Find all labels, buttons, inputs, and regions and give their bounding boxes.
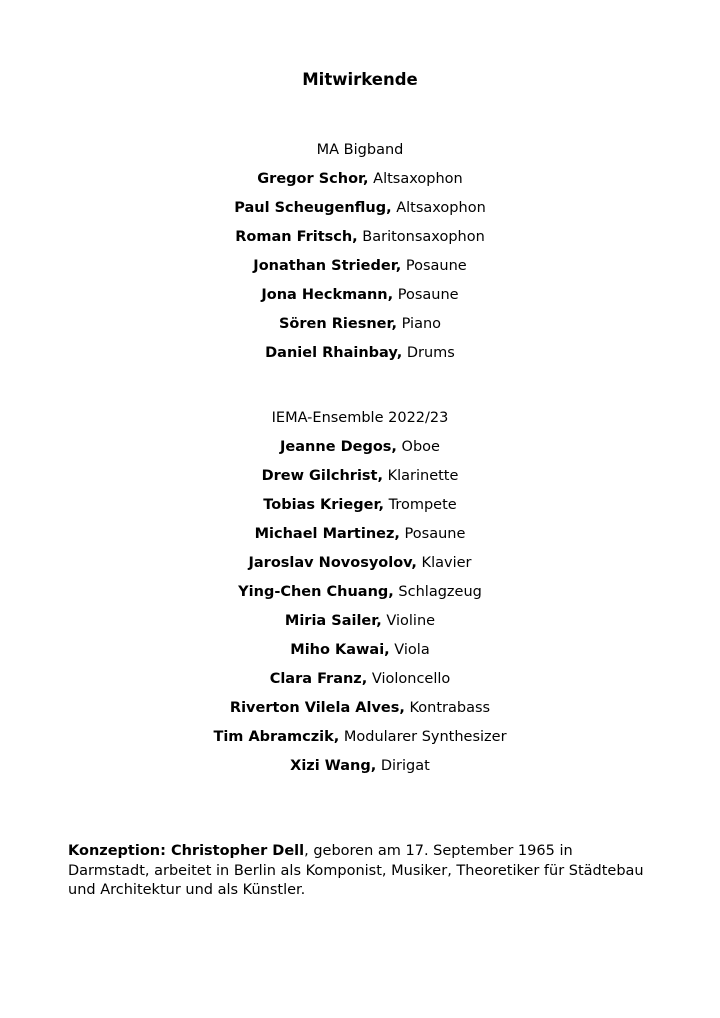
member-line (0, 549, 720, 578)
conception-text: , geboren am 17. September 1965 in Darmstadt, arbeitet in Berlin als Komponist, Musiker, Theoretiker für Städtebau und Architektur und als Künstler. (68, 843, 644, 898)
member-name: Tim Abramczik, (213, 729, 340, 745)
ensemble-heading: MA Bigband (316, 142, 404, 158)
member-line (0, 578, 720, 607)
member-line (0, 607, 720, 636)
member-role: Altsaxophon (368, 171, 463, 187)
member-role: Altsaxophon (391, 200, 486, 216)
member-line (0, 281, 720, 310)
member-role: Viola (389, 642, 430, 658)
member-role: Schlagzeug (393, 584, 482, 600)
member-name: Jaroslav Novosyolov, (248, 555, 417, 571)
member-name: Tobias Krieger, (263, 497, 384, 513)
member-name: Gregor Schor, (257, 171, 369, 187)
member-line (0, 636, 720, 665)
member-role: Klavier (416, 555, 472, 571)
member-line (0, 752, 720, 781)
member-line (0, 165, 720, 194)
ensemble-ma-bigband (0, 136, 720, 368)
member-line (0, 252, 720, 281)
member-line (0, 194, 720, 223)
member-name: Miho Kawai, (290, 642, 390, 658)
member-role: Violine (381, 613, 436, 629)
member-role: Posaune (401, 258, 467, 274)
member-role: Trompete (383, 497, 457, 513)
conception-label: Konzeption: Christopher Dell (68, 843, 305, 859)
member-line (0, 723, 720, 752)
member-name: Michael Martinez, (254, 526, 400, 542)
member-line (0, 694, 720, 723)
member-role: Modularer Synthesizer (339, 729, 507, 745)
member-line (0, 665, 720, 694)
member-role: Baritonsaxophon (357, 229, 485, 245)
member-role: Oboe (396, 439, 440, 455)
member-role: Posaune (393, 287, 459, 303)
member-name: Clara Franz, (269, 671, 368, 687)
member-line (0, 433, 720, 462)
member-name: Riverton Vilela Alves, (229, 700, 405, 716)
member-role: Klarinette (382, 468, 459, 484)
page-title: Mitwirkende (302, 70, 418, 89)
member-name: Jeanne Degos, (280, 439, 397, 455)
ensemble-heading: IEMA-Ensemble 2022/23 (271, 410, 449, 426)
member-role: Piano (397, 316, 442, 332)
member-role: Dirigat (376, 758, 430, 774)
member-line (0, 462, 720, 491)
member-name: Jonathan Strieder, (253, 258, 402, 274)
member-line (0, 223, 720, 252)
member-name: Jona Heckmann, (261, 287, 394, 303)
member-role: Kontrabass (404, 700, 491, 716)
member-name: Drew Gilchrist, (261, 468, 383, 484)
member-name: Ying-Chen Chuang, (238, 584, 394, 600)
member-line (0, 310, 720, 339)
member-name: Xizi Wang, (290, 758, 377, 774)
conception-note (68, 842, 658, 901)
member-line (0, 520, 720, 549)
member-name: Daniel Rhainbay, (265, 345, 403, 361)
member-line (0, 339, 720, 368)
member-role: Drums (402, 345, 455, 361)
member-name: Paul Scheugenflug, (234, 200, 392, 216)
member-role: Posaune (399, 526, 466, 542)
member-name: Miria Sailer, (284, 613, 382, 629)
member-name: Roman Fritsch, (235, 229, 358, 245)
member-role: Violoncello (367, 671, 451, 687)
member-line (0, 491, 720, 520)
ensemble-iema (0, 404, 720, 781)
member-name: Sören Riesner, (278, 316, 398, 332)
